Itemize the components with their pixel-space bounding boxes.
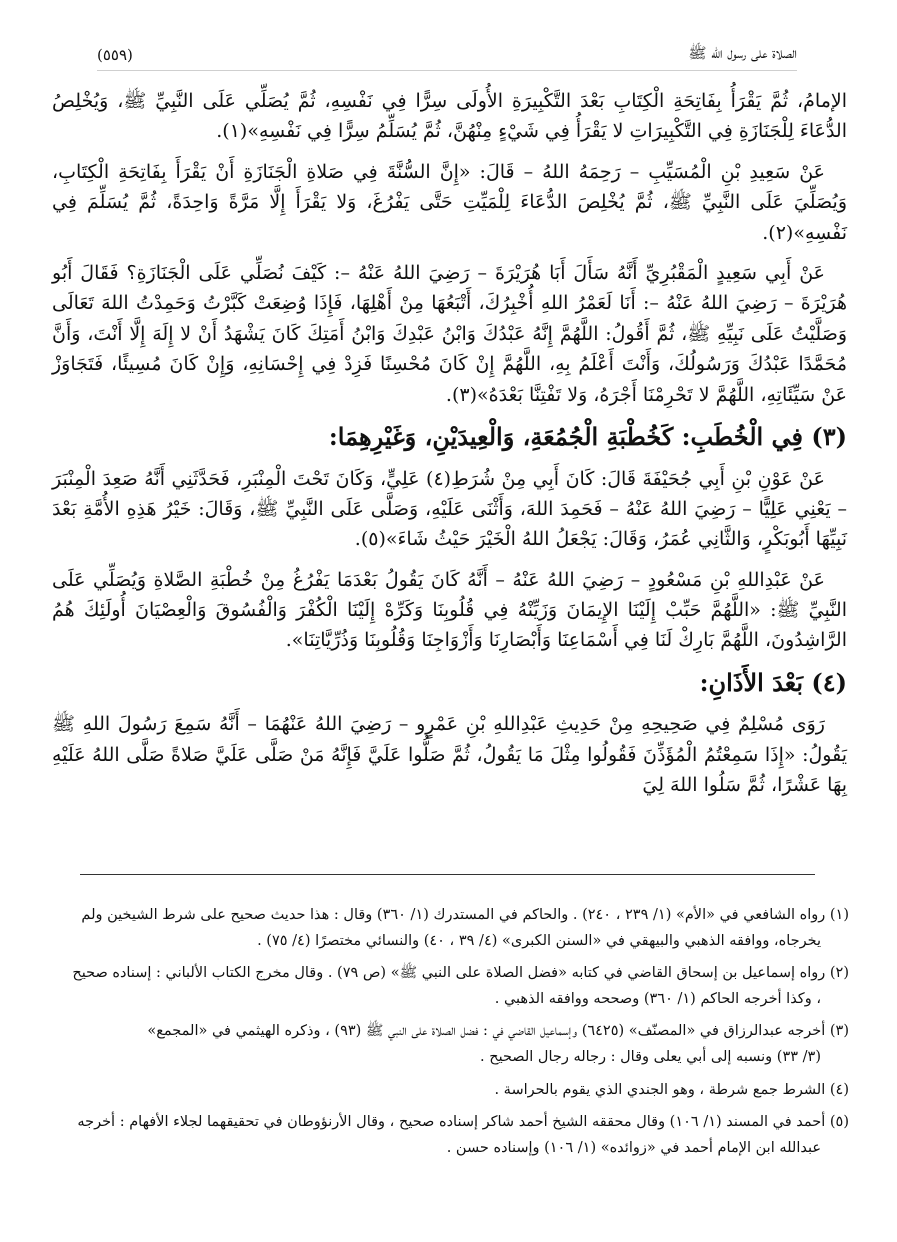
page-number: (٥٥٩) — [97, 46, 133, 64]
footnote-line: يخرجاه، ووافقه الذهبي والبيهقي في «السنن الكبرى» (٤/ ٣٩ ، ٤٠) والنسائي مختصرًا (٤/ ٧٥) . — [257, 933, 821, 950]
section-heading-3: (٣) فِي الْخُطَبِ: كَخُطْبَةِ الْجُمُعَةِ، وَالْعِيدَيْنِ، وَغَيْرِهِمَا: — [328, 421, 847, 451]
header-title: الصلاة على رسول الله ﷺ — [688, 44, 797, 62]
footnote-separator — [80, 874, 815, 875]
main-text — [52, 86, 847, 811]
section-heading-4: (٤) بَعْدَ الأَذَانِ: — [699, 667, 847, 697]
footnote-4 — [49, 1077, 849, 1103]
paragraph-3: عَنْ أَبِي سَعِيدٍ الْمَقْبُرِيِّ أَنَّهُ سَأَلَ أَبَا هُرَيْرَةَ – رَضِيَ اللهُ عَنْهُ –: كَيْفَ نُصَلِّي عَلَى الْجَنَازَةِ؟ فَقَالَ أَبُو هُرَيْرَةَ – رَضِيَ اللهُ عَنْهُ –: أَنَا لَعَمْرُ اللهِ أُخْبِرُكَ، أَتْبَعُهَا مِنْ أَهْلِهَا، فَإِذَا وُضِعَتْ كَبَّرْتُ وَحَمِدْتُ اللهَ تَعَالَى وَصَلَّيْتُ عَلَى نَبِيِّهِ ﷺ، ثُمَّ أَقُولُ: اللَّهُمَّ إِنَّهُ عَبْدُكَ وَابْنُ عَبْدِكَ وَابْنُ أَمَتِكَ كَانَ يَشْهَدُ أَنْ لا إِلَهَ إِلَّا أَنْتَ، وَأَنَّ مُحَمَّدًا عَبْدُكَ وَرَسُولُكَ، وَأَنْتَ أَعْلَمُ بِهِ، اللَّهُمَّ إِنْ كَانَ مُحْسِنًا فَزِدْ فِي إِحْسَانِهِ، وَإِنْ كَانَ مُسِيئًا، فَتَجَاوَزْ عَنْ سَيِّئَاتِهِ، اللَّهُمَّ لا تَحْرِمْنَا أَجْرَهُ، وَلا تَفْتِنَّا بَعْدَهُ»(٣). — [52, 261, 847, 406]
footnote-line: عبدالله ابن الإمام أحمد في «زوائده» (١/ ١٠٦) وإسناده حسن . — [446, 1139, 821, 1156]
footnote-line: (٢) رواه إسماعيل بن إسحاق القاضي في كتابه «فضل الصلاة على النبي ﷺ» (ص ٧٩) . وقال مخرج الكتاب الألباني : إسناده صحيح — [72, 965, 849, 982]
footnote-line: (١) رواه الشافعي في «الأم» (١/ ٢٣٩ ، ٢٤٠) . والحاكم في المستدرك (١/ ٣٦٠) وقال : هذا حديث صحيح على شرط الشيخين ولم — [81, 907, 849, 923]
paragraph-5: عَنْ عَبْدِاللهِ بْنِ مَسْعُودٍ – رَضِيَ اللهُ عَنْهُ – أَنَّهُ كَانَ يَقُولُ بَعْدَمَا يَفْرُغُ مِنْ خُطْبَةِ الصَّلاةِ وَيُصَلِّي عَلَى النَّبِيِّ ﷺ: «اللَّهُمَّ حَبِّبْ إِلَيْنَا الإِيمَانَ وَزَيِّنْهُ فِي قُلُوبِنَا وَكَرِّهْ إِلَيْنَا الْكُفْرَ وَالْفُسُوقَ وَالْعِصْيَانَ أُولَئِكَ هُمُ الرَّاشِدُونَ، اللَّهُمَّ بَارِكْ لَنَا فِي أَسْمَاعِنَا وَأَبْصَارِنَا وَأَزْوَاجِنَا وَقُلُوبِنَا وَذُرِّيَّاتِنَا». — [52, 568, 847, 652]
running-header — [97, 40, 797, 71]
footnote-line: ، وكذا أخرجه الحاكم (١/ ٣٦٠) وصححه ووافقه الذهبي . — [494, 991, 821, 1008]
footnote-line: (٣) أخرجه عبدالرزاق في «المصنّف» (٦٤٢٥) وإسماعيل القاضي في : فضل الصلاة على النبي ﷺ (٩٣) ، وذكره الهيثمي في «المجمع» — [147, 1023, 849, 1040]
paragraph-2: عَنْ سَعِيدِ بْنِ الْمُسَيِّبِ – رَحِمَهُ اللهُ – قَالَ: «إِنَّ السُّنَّةَ فِي صَلاةِ الْجَنَازَةِ أَنْ يَقْرَأَ بِفَاتِحَةِ الْكِتَابِ، وَيُصَلِّيَ عَلَى النَّبِيِّ ﷺ، ثُمَّ يُخْلِصَ الدُّعَاءَ لِلْمَيِّتِ حَتَّى يَفْرُغَ، وَلا يَقْرَأَ إِلَّا مَرَّةً وَاحِدَةً، ثُمَّ يُسَلِّمَ فِي نَفْسِهِ»(٢). — [52, 160, 847, 244]
paragraph-1: الإمامُ، ثُمَّ يَقْرَأُ بِفَاتِحَةِ الْكِتَابِ بَعْدَ التَّكْبِيرَةِ الأُولَى سِرًّا فِي نَفْسِهِ، ثُمَّ يُصَلِّي عَلَى النَّبِيِّ ﷺ، وَيُخْلِصُ الدُّعَاءَ لِلْجَنَازَةِ فِي التَّكْبِيرَاتِ لا يَقْرَأُ فِي شَيْءٍ مِنْهُنَّ، ثُمَّ يُسَلِّمُ سِرًّا فِي نَفْسِهِ»(١). — [52, 90, 847, 143]
paragraph-6: رَوَى مُسْلِمٌ فِي صَحِيحِهِ مِنْ حَدِيثِ عَبْدِاللهِ بْنِ عَمْرٍو – رَضِيَ اللهُ عَنْهُمَا – أَنَّهُ سَمِعَ رَسُولَ اللهِ ﷺ يَقُولُ: «إِذَا سَمِعْتُمُ الْمُؤَذِّنَ فَقُولُوا مِثْلَ مَا يَقُولُ، ثُمَّ صَلُّوا عَلَيَّ فَإِنَّهُ مَنْ صَلَّى عَلَيَّ صَلاةً صَلَّى اللهُ عَلَيْهِ بِهَا عَشْرًا، ثُمَّ سَلُوا اللهَ لِيَ — [52, 713, 847, 797]
footnote-2 — [49, 960, 849, 1012]
footnote-3 — [49, 1018, 849, 1070]
footnote-5 — [49, 1109, 849, 1161]
footnote-line: (٥) أحمد في المسند (١/ ١٠٦) وقال محققه الشيخ أحمد شاكر إسناده صحيح ، وقال الأرنؤوطان في تحقيقهما لجلاء الأفهام : أخرجه — [77, 1113, 849, 1130]
footnote-1 — [49, 902, 849, 954]
footnote-line: (٤) الشرط جمع شرطة ، وهو الجندي الذي يقوم بالحراسة . — [494, 1081, 849, 1098]
footnote-line: (٣/ ٣٣) ونسبه إلى أبي يعلى وقال : رجاله رجال الصحيح . — [479, 1049, 821, 1066]
paragraph-4: عَنْ عَوْنِ بْنِ أَبِي جُحَيْفَةَ قَالَ: كَانَ أَبِي مِنْ شُرَطِ(٤) عَلِيٍّ، وَكَانَ تَحْتَ الْمِنْبَرِ، فَحَدَّثَنِي أَنَّهُ صَعِدَ الْمِنْبَرَ – يَعْنِي عَلِيًّا – رَضِيَ اللهُ عَنْهُ – فَحَمِدَ اللهَ، وَأَثْنَى عَلَيْهِ، وَصَلَّى عَلَى النَّبِيِّ ﷺ، وَقَالَ: خَيْرُ هَذِهِ الأُمَّةِ بَعْدَ نَبِيِّهَا أَبُوبَكْرٍ، وَالثَّانِي عُمَرُ، وَقَالَ: يَجْعَلُ اللهُ الْخَيْرَ حَيْثُ شَاءَ»(٥). — [52, 467, 847, 551]
footnotes — [49, 902, 849, 1167]
